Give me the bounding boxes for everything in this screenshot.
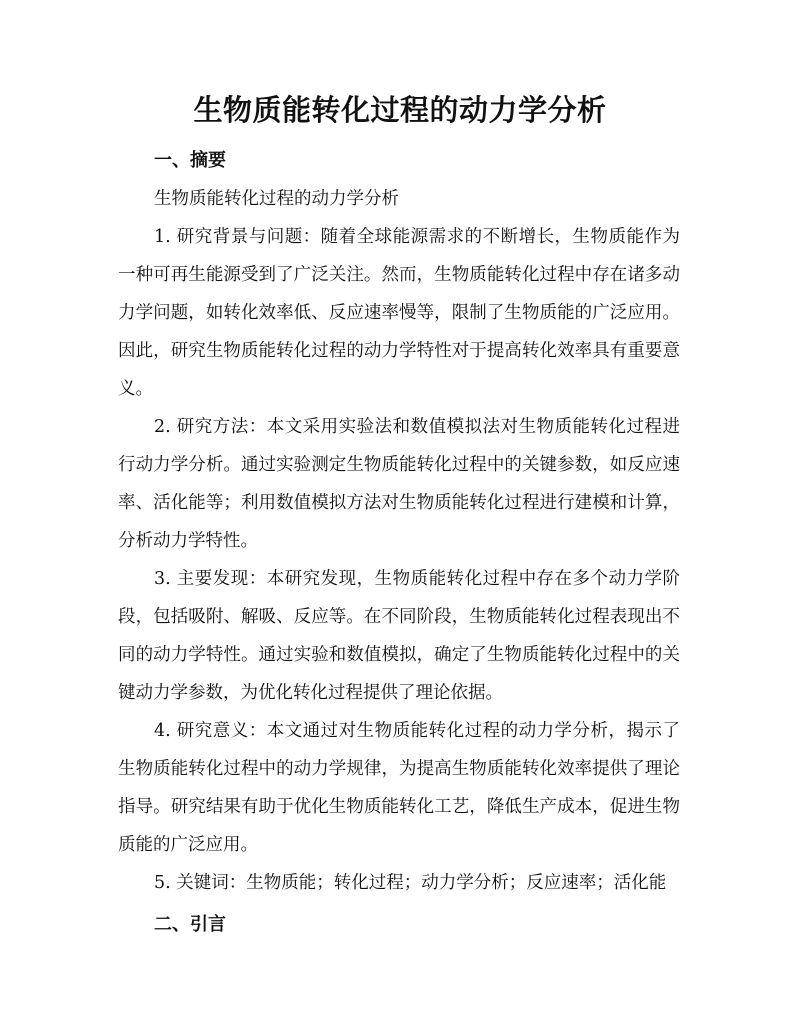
- section-heading-introduction: 二、引言: [154, 914, 226, 935]
- keywords-paragraph: 5. 关键词：生物质能；转化过程；动力学分析；反应速率；活化能: [154, 873, 667, 893]
- main-findings-paragraph: 3. 主要发现：本研究发现，生物质能转化过程中存在多个动力学阶段，包括吸附、解吸、反应等。在不同阶段，生物质能转化过程表现出不同的动力学特性。通过实验和数值模拟，确定了生物质能转化过程中的关键动力学参数，为优化转化过程提供了理论依据。: [118, 569, 680, 703]
- abstract-subtitle-paragraph: 生物质能转化过程的动力学分析: [154, 189, 399, 209]
- section-heading-abstract: 一、摘要: [154, 150, 226, 171]
- research-background-paragraph: 1. 研究背景与问题：随着全球能源需求的不断增长，生物质能作为一种可再生能源受到了广泛关注。然而，生物质能转化过程中存在诸多动力学问题，如转化效率低、反应速率慢等，限制了生物质能的广泛应用。因此，研究生物质能转化过程的动力学特性对于提高转化效率具有重要意义。: [118, 227, 680, 399]
- document-body: [118, 142, 680, 944]
- document-title: 生物质能转化过程的动力学分析: [193, 93, 607, 127]
- research-significance-paragraph: 4. 研究意义：本文通过对生物质能转化过程的动力学分析，揭示了生物质能转化过程中的动力学规律，为提高生物质能转化效率提供了理论指导。研究结果有助于优化生物质能转化工艺，降低生产成本，促进生物质能的广泛应用。: [118, 721, 680, 855]
- research-method-paragraph: 2. 研究方法：本文采用实验法和数值模拟法对生物质能转化过程进行动力学分析。通过实验测定生物质能转化过程中的关键参数，如反应速率、活化能等；利用数值模拟方法对生物质能转化过程进行建模和计算，分析动力学特性。: [118, 417, 680, 551]
